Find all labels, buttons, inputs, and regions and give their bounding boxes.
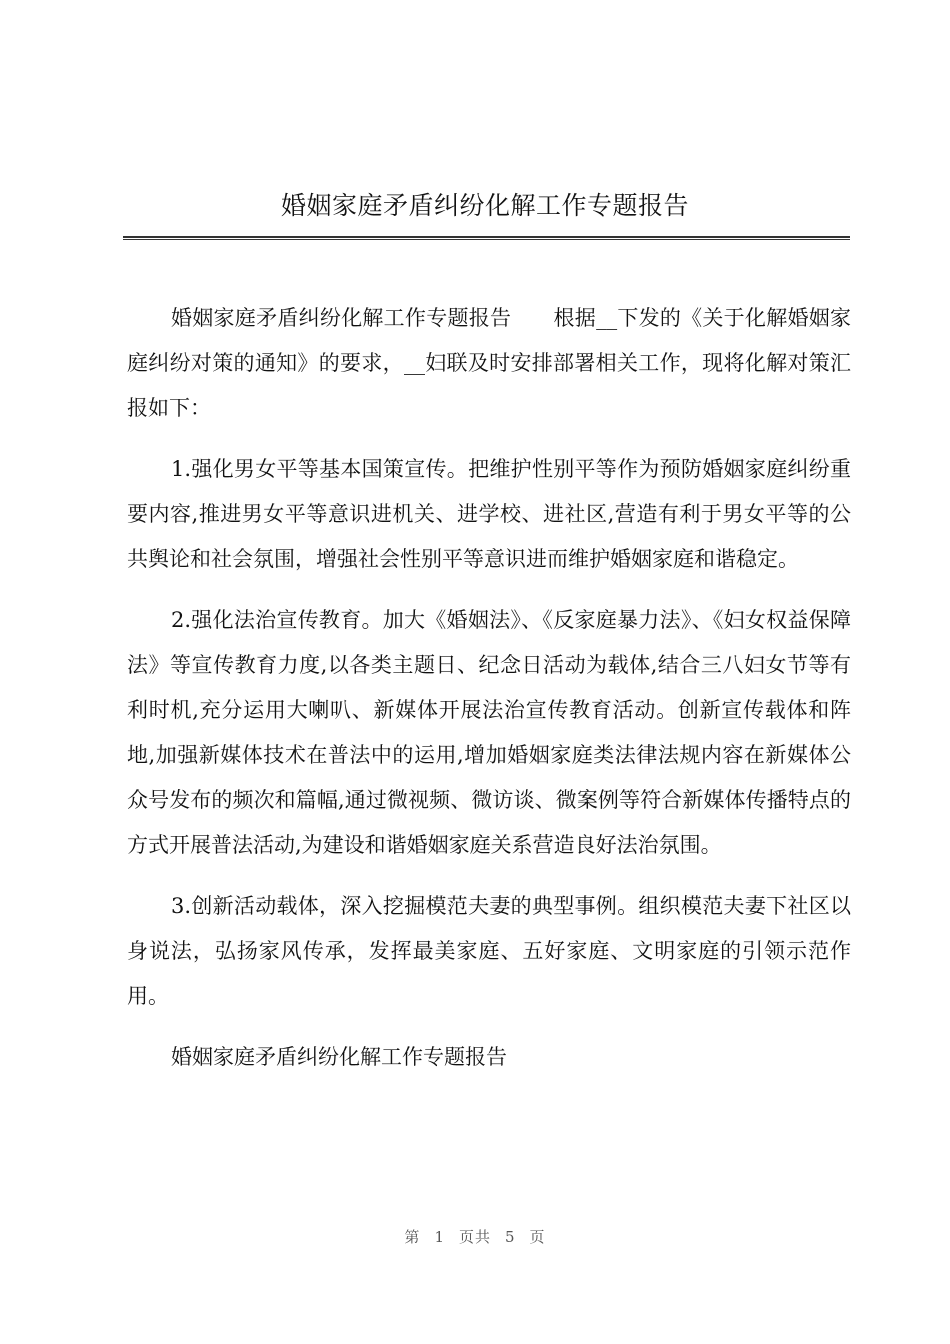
document-title: 婚姻家庭矛盾纠纷化解工作专题报告: [280, 191, 689, 220]
paragraph-2: 2.强化法治宣传教育。加大《婚姻法》、《反家庭暴力法》、《妇女权益保障法》等宣传教育力度,以各类主题日、纪念日活动为载体,结合三八妇女节等有利时机,充分运用大喇叭、新媒体开展法治宣传教育活动。创新宣传载体和阵地,加强新媒体技术在普法中的运用,增加婚姻家庭类法律法规内容在新媒体公众号发布的频次和篇幅,通过微视频、微访谈、微案例等符合新媒体传播特点的方式开展普法活动,为建设和谐婚姻家庭关系营造良好法治氛围。: [127, 608, 851, 857]
intro-lead: 婚姻家庭矛盾纠纷化解工作专题报告: [171, 306, 512, 330]
footer-prefix: 第: [404, 1228, 421, 1246]
paragraph-1: 1.强化男女平等基本国策宣传。把维护性别平等作为预防婚姻家庭纠纷重要内容,推进男女平等意识进机关、进学校、进社区,营造有利于男女平等的公共舆论和社会氛围，增强社会性别平等意识进而维护婚姻家庭和谐稳定。: [127, 457, 851, 571]
intro-body: 根据__下发的《关于化解婚姻家庭纠纷对策的通知》的要求，__妇联及时安排部署相关工作，现将化解对策汇报如下：: [127, 306, 851, 420]
footer-current-page: 1: [434, 1228, 445, 1246]
paragraph-3: 3.创新活动载体，深入挖掘模范夫妻的典型事例。组织模范夫妻下社区以身说法，弘扬家风传承，发挥最美家庭、五好家庭、文明家庭的引领示范作用。: [127, 894, 851, 1008]
intro-paragraph: [127, 296, 851, 431]
document-body: [127, 296, 851, 1096]
page-footer: [0, 1226, 950, 1247]
title-divider: [123, 236, 850, 240]
closing-paragraph: 婚姻家庭矛盾纠纷化解工作专题报告: [171, 1045, 507, 1069]
footer-suffix: 页: [529, 1228, 546, 1246]
footer-middle: 页共: [458, 1228, 491, 1246]
footer-total-pages: 5: [505, 1228, 516, 1246]
